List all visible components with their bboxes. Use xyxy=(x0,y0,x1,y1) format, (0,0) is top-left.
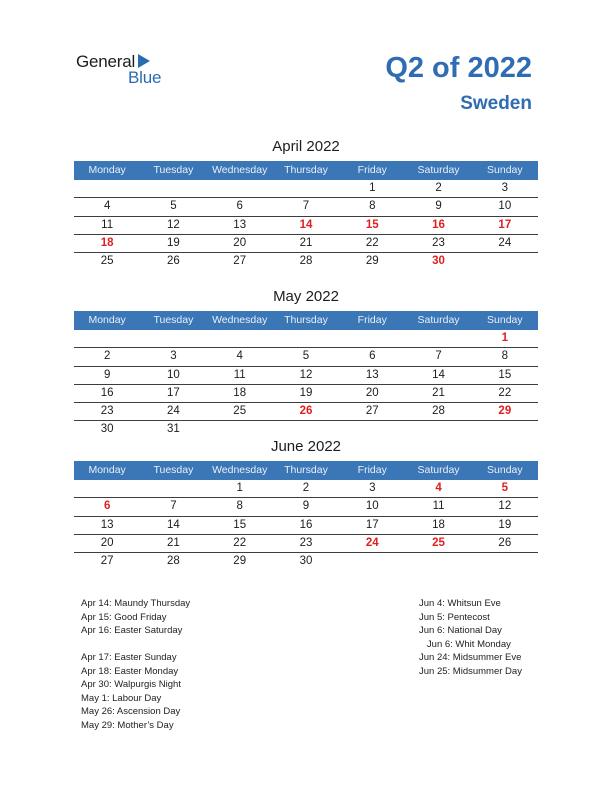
week-row xyxy=(74,348,538,366)
day-cell xyxy=(273,180,339,197)
day-cell: 15 xyxy=(233,518,247,531)
day-cell: 11 xyxy=(101,218,114,231)
day-cell xyxy=(472,553,538,570)
weekday-header xyxy=(74,461,538,480)
holiday-note: Apr 18: Easter Monday xyxy=(81,665,179,677)
logo-triangle-icon xyxy=(138,54,150,68)
day-cell: 19 xyxy=(299,386,313,399)
day-cell: 23 xyxy=(100,405,114,418)
day-cell: 13 xyxy=(233,218,247,231)
day-cell: 1 xyxy=(369,182,376,194)
day-cell: 21 xyxy=(432,386,445,399)
day-cell: 22 xyxy=(233,536,247,549)
holiday-note: Jun 6: Whit Monday xyxy=(419,638,511,650)
day-cell: 29 xyxy=(233,555,247,568)
day-cell: 27 xyxy=(233,255,247,268)
day-cell: 29 xyxy=(498,405,512,418)
day-cell: 17 xyxy=(365,518,379,531)
day-cell: 20 xyxy=(365,386,379,399)
day-cell: 14 xyxy=(167,518,180,531)
day-cell: 8 xyxy=(236,500,243,513)
week-row xyxy=(74,235,538,253)
holiday-note: May 26: Ascension Day xyxy=(81,706,181,717)
month-june xyxy=(74,436,538,570)
generalblue-logo xyxy=(76,50,186,90)
day-cell: 9 xyxy=(103,368,111,381)
week-row xyxy=(74,403,538,421)
day-cell xyxy=(339,553,405,570)
day-cell: 6 xyxy=(369,350,376,363)
weekday-label: Thursday xyxy=(284,314,328,326)
day-cell: 15 xyxy=(498,368,512,381)
week-row xyxy=(74,517,538,535)
month-title: May 2022 xyxy=(273,288,339,305)
weekday-header xyxy=(74,161,538,180)
week-row xyxy=(74,367,538,385)
week-row xyxy=(74,217,538,235)
day-cell: 10 xyxy=(365,500,379,513)
day-cell: 16 xyxy=(432,218,445,231)
weekday-label: Monday xyxy=(88,464,126,476)
weekday-label: Tuesday xyxy=(153,314,194,326)
week-row xyxy=(74,253,538,270)
day-cell xyxy=(405,553,471,570)
day-cell: 6 xyxy=(103,500,111,513)
weekday-label: Saturday xyxy=(417,464,460,476)
day-cell: 7 xyxy=(170,500,177,513)
day-cell: 24 xyxy=(498,236,512,249)
day-cell: 12 xyxy=(167,218,180,231)
week-row xyxy=(74,498,538,516)
day-cell: 9 xyxy=(435,200,442,213)
weekday-label: Saturday xyxy=(417,164,460,176)
day-cell: 10 xyxy=(167,368,180,381)
day-cell: 12 xyxy=(498,500,512,513)
day-cell: 30 xyxy=(299,555,313,568)
week-row xyxy=(74,385,538,403)
weekday-label: Thursday xyxy=(284,464,328,476)
holiday-note: Jun 6: National Day xyxy=(419,625,502,636)
day-cell: 16 xyxy=(100,386,114,399)
holiday-note: Jun 4: Whitsun Eve xyxy=(419,598,501,609)
day-cell: 26 xyxy=(299,405,313,418)
day-cell: 3 xyxy=(501,182,509,194)
day-cell: 16 xyxy=(299,518,313,531)
holiday-note: Apr 17: Easter Sunday xyxy=(81,652,177,663)
day-cell: 20 xyxy=(233,236,247,249)
day-cell: 8 xyxy=(369,200,376,213)
day-cell: 28 xyxy=(432,405,445,418)
day-cell: 29 xyxy=(365,255,379,268)
weekday-header xyxy=(74,311,538,330)
holiday-note: Apr 14: Maundy Thursday xyxy=(81,598,191,609)
day-cell: 9 xyxy=(302,500,310,513)
month-title: June 2022 xyxy=(270,438,342,455)
day-cell: 28 xyxy=(167,555,180,568)
day-cell: 14 xyxy=(432,368,445,381)
day-cell: 23 xyxy=(299,536,313,549)
weekday-label: Wednesday xyxy=(212,314,268,326)
day-cell: 4 xyxy=(236,350,243,363)
week-row xyxy=(74,330,538,348)
day-cell: 11 xyxy=(432,500,445,513)
day-cell: 21 xyxy=(167,536,180,549)
day-cell: 25 xyxy=(100,255,114,268)
day-cell: 21 xyxy=(299,236,313,249)
day-cell: 22 xyxy=(365,236,379,249)
weekday-label: Tuesday xyxy=(153,164,194,176)
day-cell: 18 xyxy=(432,518,445,531)
holiday-note: Jun 5: Pentecost xyxy=(419,611,490,623)
day-cell: 13 xyxy=(365,368,379,381)
week-row xyxy=(74,553,538,570)
day-cell: 4 xyxy=(435,482,442,494)
weekday-label: Sunday xyxy=(487,464,523,476)
logo-general-text: General xyxy=(76,52,136,71)
day-cell: 1 xyxy=(501,332,509,344)
day-cell: 27 xyxy=(365,405,379,418)
day-cell: 6 xyxy=(236,200,243,213)
holiday-note: May 1: Labour Day xyxy=(81,692,162,704)
week-row xyxy=(74,480,538,498)
day-cell: 30 xyxy=(432,255,445,268)
day-cell: 18 xyxy=(100,236,114,249)
day-cell: 20 xyxy=(100,536,114,549)
month-april xyxy=(74,136,538,270)
day-cell xyxy=(273,330,339,347)
day-cell: 19 xyxy=(498,518,512,531)
holiday-note xyxy=(81,638,190,652)
weekday-label: Friday xyxy=(357,164,387,176)
day-cell: 2 xyxy=(302,482,310,494)
week-row xyxy=(74,535,538,553)
day-cell: 28 xyxy=(299,255,313,268)
week-row xyxy=(74,198,538,216)
weekday-label: Wednesday xyxy=(212,164,268,176)
holiday-notes-left xyxy=(81,597,190,732)
weekday-label: Wednesday xyxy=(212,464,268,476)
day-cell: 23 xyxy=(432,236,445,249)
day-cell: 22 xyxy=(498,386,512,399)
day-cell: 2 xyxy=(103,350,111,363)
holiday-note: May 29: Mother’s Day xyxy=(81,719,174,731)
weekday-label: Sunday xyxy=(487,164,523,176)
day-cell: 25 xyxy=(432,536,445,549)
weekday-label: Saturday xyxy=(417,314,460,326)
day-cell: 24 xyxy=(365,536,379,549)
day-cell xyxy=(74,480,140,497)
weekday-label: Sunday xyxy=(487,314,523,326)
day-cell: 3 xyxy=(170,350,177,363)
day-cell: 10 xyxy=(498,200,512,213)
day-cell xyxy=(207,180,273,197)
day-cell: 17 xyxy=(498,218,512,231)
month-title: April 2022 xyxy=(272,138,340,155)
day-cell: 18 xyxy=(233,386,247,399)
day-cell xyxy=(339,330,405,347)
day-cell: 11 xyxy=(233,368,246,381)
holiday-note: Jun 25: Midsummer Day xyxy=(419,665,522,677)
weekday-label: Tuesday xyxy=(153,464,194,476)
month-may xyxy=(74,286,538,439)
day-cell: 25 xyxy=(233,405,247,418)
day-cell xyxy=(472,253,538,270)
day-cell: 8 xyxy=(501,350,509,363)
weekday-label: Monday xyxy=(88,314,126,326)
day-cell: 5 xyxy=(501,482,509,494)
day-cell: 27 xyxy=(100,555,114,568)
day-cell: 31 xyxy=(167,423,180,436)
day-cell: 13 xyxy=(100,518,114,531)
day-cell: 19 xyxy=(167,236,180,249)
holiday-note: Apr 16: Easter Saturday xyxy=(81,625,183,636)
day-cell: 24 xyxy=(167,405,180,418)
weekday-label: Monday xyxy=(88,164,126,176)
weekday-label: Friday xyxy=(357,314,387,326)
day-cell: 5 xyxy=(302,350,310,363)
day-cell: 14 xyxy=(299,218,313,231)
day-cell xyxy=(140,180,206,197)
day-cell: 26 xyxy=(498,536,512,549)
day-cell: 3 xyxy=(369,482,376,494)
day-cell: 30 xyxy=(100,423,114,436)
day-cell xyxy=(74,180,140,197)
day-cell: 7 xyxy=(302,200,310,213)
day-cell: 5 xyxy=(170,200,177,213)
day-cell: 7 xyxy=(435,350,442,363)
day-cell: 26 xyxy=(167,255,180,268)
day-cell xyxy=(74,330,140,347)
holiday-note: Jun 24: Midsummer Eve xyxy=(419,652,522,663)
day-cell: 4 xyxy=(103,200,111,213)
holiday-note: Apr 30: Walpurgis Night xyxy=(81,679,181,690)
day-cell: 2 xyxy=(435,182,442,194)
day-cell: 1 xyxy=(236,482,243,494)
weekday-label: Friday xyxy=(357,464,387,476)
day-cell: 12 xyxy=(299,368,313,381)
day-cell: 15 xyxy=(365,218,379,231)
day-cell xyxy=(140,480,206,497)
country-name: Sweden xyxy=(460,93,532,114)
holiday-notes-right xyxy=(419,597,522,678)
week-row xyxy=(74,180,538,198)
day-cell xyxy=(207,330,273,347)
quarter-title: Q2 of 2022 xyxy=(385,52,532,84)
holiday-note: Apr 15: Good Friday xyxy=(81,611,167,623)
weekday-label: Thursday xyxy=(284,164,328,176)
day-cell xyxy=(405,330,471,347)
logo-blue-text: Blue xyxy=(128,68,162,87)
day-cell xyxy=(140,330,206,347)
day-cell: 17 xyxy=(167,386,180,399)
